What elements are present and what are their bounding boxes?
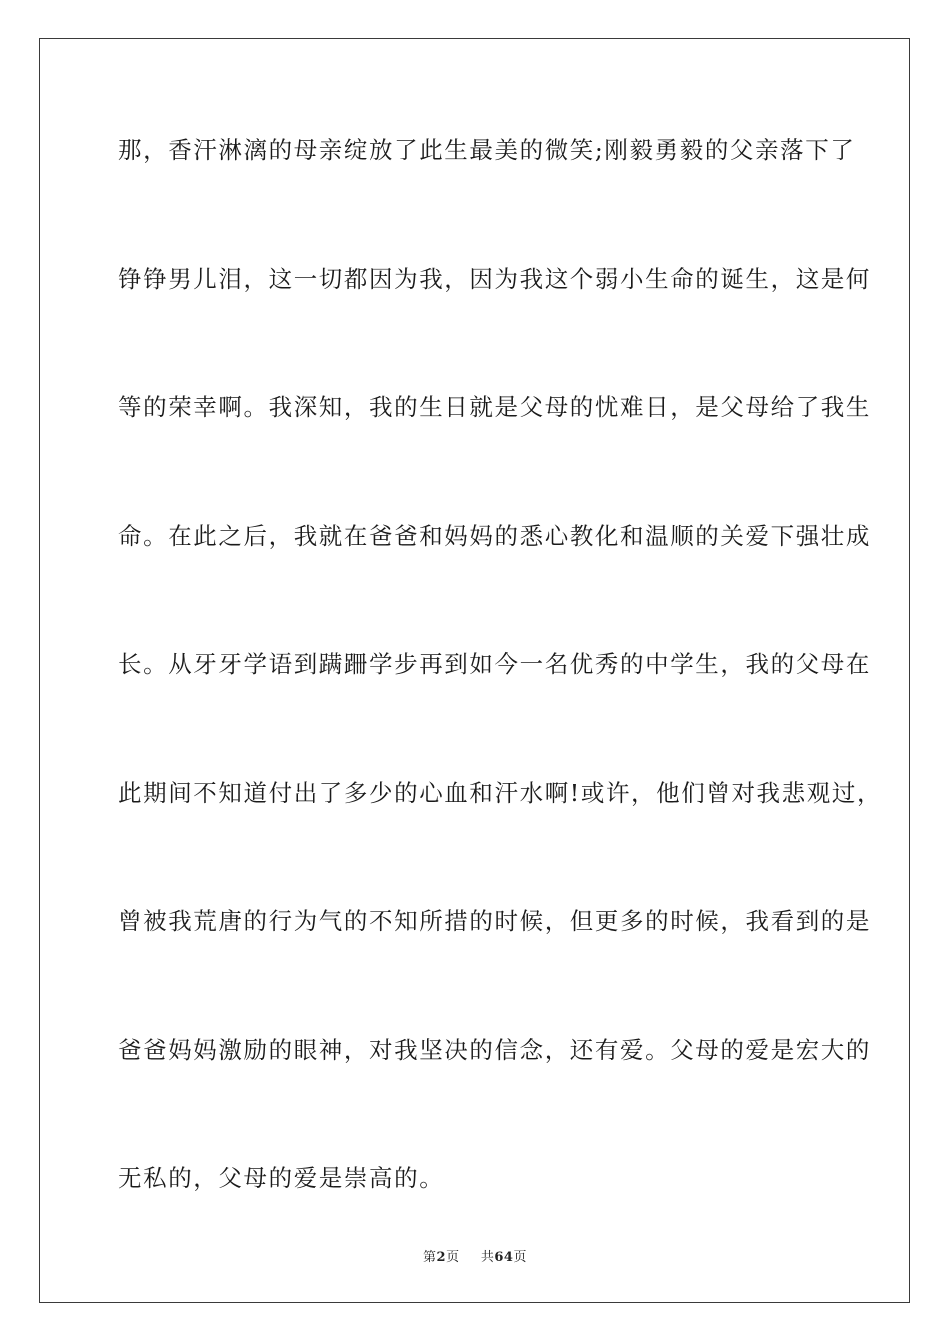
total-prefix: 共 — [480, 1250, 495, 1265]
text-line: 命。在此之后，我就在爸爸和妈妈的悉心教化和温顺的关爱下强壮成 — [118, 521, 871, 550]
text-line: 爸爸妈妈激励的眼神，对我坚决的信念，还有爱。父母的爱是宏大的 — [118, 1035, 871, 1064]
total-pages: 64 — [494, 1250, 514, 1265]
text-line: 长。从牙牙学语到蹒跚学步再到如今一名优秀的中学生，我的父母在 — [118, 650, 871, 678]
text-line: 等的荣幸啊。我深知，我的生日就是父母的忧难日，是父母给了我生 — [118, 393, 871, 421]
total-pages-indicator — [481, 1250, 527, 1265]
page-number: 2 — [436, 1250, 447, 1265]
page-suffix: 页 — [446, 1250, 460, 1265]
total-suffix: 页 — [513, 1250, 527, 1265]
page-indicator — [423, 1250, 464, 1265]
text-line: 无私的，父母的爱是崇高的。 — [118, 1164, 445, 1192]
text-line: 此期间不知道付出了多少的心血和汗水啊!或许，他们曾对我悲观过， — [118, 778, 883, 807]
page-prefix: 第 — [423, 1250, 437, 1265]
body-text — [118, 128, 883, 1285]
text-line: 曾被我荒唐的行为气的不知所措的时候，但更多的时候，我看到的是 — [118, 907, 871, 935]
text-line: 那，香汗淋漓的母亲绽放了此生最美的微笑;刚毅勇毅的父亲落下了 — [118, 136, 856, 164]
page-footer — [0, 1246, 950, 1265]
text-line: 铮铮男儿泪，这一切都因为我，因为我这个弱小生命的诞生，这是何 — [118, 264, 871, 293]
